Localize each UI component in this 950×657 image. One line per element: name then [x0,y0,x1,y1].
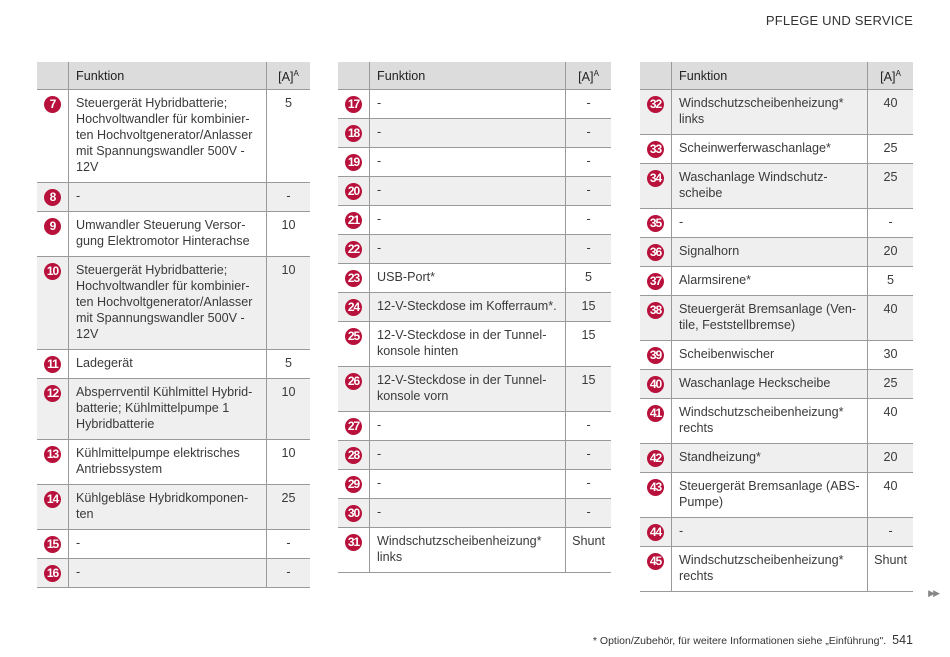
fuse-number-badge: 14 [44,491,61,508]
funktion-cell: 12-V-Steckdose im Kofferraum*. [370,293,566,322]
table-row [37,559,310,588]
ampere-cell: - [566,90,611,119]
fuse-number-badge: 33 [647,141,664,158]
page-number: 541 [892,633,913,647]
table-row [640,209,913,238]
fuse-number-badge: 35 [647,215,664,232]
funktion-cell: Windschutzscheibenheizung* rechts [672,547,868,592]
ampere-cell: 5 [566,264,611,293]
funktion-cell: - [370,148,566,177]
funktion-cell: Windschutzscheibenheizung* links [370,528,566,573]
ampere-cell: 40 [868,90,913,135]
header-funktion: Funktion [69,62,267,90]
table-row [640,473,913,518]
footer [593,633,913,647]
ampere-cell: - [566,235,611,264]
ampere-cell: 5 [267,90,311,183]
funktion-cell: - [370,235,566,264]
funktion-cell: - [69,183,267,212]
table-row [338,367,611,412]
table-row [338,528,611,573]
fuse-number-badge: 21 [345,212,362,229]
ampere-cell: 30 [868,341,913,370]
header-ampere [868,62,913,90]
fuse-number-badge: 13 [44,446,61,463]
ampere-cell: - [267,559,311,588]
table-row [37,257,310,350]
table-row [37,350,310,379]
funktion-cell: - [370,206,566,235]
table-row [37,90,310,183]
ampere-cell: 5 [868,267,913,296]
table-row [640,518,913,547]
ampere-cell: 25 [868,135,913,164]
fuse-number-badge: 32 [647,96,664,113]
ampere-cell: - [868,518,913,547]
funktion-cell: Steuergerät Bremsanlage (ABS-Pumpe) [672,473,868,518]
ampere-cell: 10 [267,379,311,440]
ampere-cell: 40 [868,473,913,518]
funktion-cell: Waschanlage Heckscheibe [672,370,868,399]
funktion-cell: - [370,470,566,499]
fuse-table-3 [640,62,913,592]
fuse-number-badge: 8 [44,189,61,206]
table-row [338,148,611,177]
fuse-number-badge: 9 [44,218,61,235]
table-row [338,264,611,293]
fuse-number-badge: 43 [647,479,664,496]
table-row [640,164,913,209]
funktion-cell: USB-Port* [370,264,566,293]
fuse-number-badge: 7 [44,96,61,113]
funktion-cell: Scheinwerferwaschanlage* [672,135,868,164]
header-ampere-sup: A [293,68,299,78]
ampere-cell: 15 [566,367,611,412]
ampere-cell: 40 [868,296,913,341]
funktion-cell: - [370,412,566,441]
table-row [338,177,611,206]
funktion-cell: Alarmsirene* [672,267,868,296]
funktion-cell: - [370,499,566,528]
table-row [338,441,611,470]
funktion-cell: Steuergerät Bremsanlage (Ven-tile, Feststellbremse) [672,296,868,341]
table-row [640,267,913,296]
fuse-number-badge: 29 [345,476,362,493]
header-ampere-sup: A [593,68,599,78]
table-row [338,412,611,441]
funktion-cell: - [370,90,566,119]
ampere-cell: 10 [267,257,311,350]
header-ampere-label: [A] [880,70,896,85]
table-row [640,238,913,267]
ampere-cell: 20 [868,238,913,267]
funktion-cell: Umwandler Steuerung Versor-gung Elektromotor Hinterachse [69,212,267,257]
ampere-cell: 25 [267,485,311,530]
table-header [37,62,310,90]
fuse-number-badge: 16 [44,565,61,582]
table-row [640,341,913,370]
fuse-number-badge: 45 [647,553,664,570]
fuse-number-badge: 10 [44,263,61,280]
funktion-cell: - [672,518,868,547]
fuse-table-1 [37,62,310,588]
funktion-cell: - [370,177,566,206]
funktion-cell: Standheizung* [672,444,868,473]
funktion-cell: Kühlgebläse Hybridkomponen-ten [69,485,267,530]
fuse-number-badge: 25 [345,328,362,345]
header-funktion: Funktion [370,62,566,90]
table-row [37,183,310,212]
fuse-number-badge: 28 [345,447,362,464]
ampere-cell: 10 [267,440,311,485]
ampere-cell: Shunt [868,547,913,592]
table-row [37,440,310,485]
fuse-number-badge: 15 [44,536,61,553]
header-number [37,62,69,90]
table-row [338,322,611,367]
fuse-number-badge: 24 [345,299,362,316]
funktion-cell: Signalhorn [672,238,868,267]
table-row [37,530,310,559]
ampere-cell: - [566,177,611,206]
funktion-cell: Steuergerät Hybridbatterie; Hochvoltwandler für kombinier-ten Hochvoltgenerator/Anlasser mit Spannungswandler 500V - 12V [69,90,267,183]
header-ampere [267,62,311,90]
table-header [338,62,611,90]
header-ampere-sup: A [895,68,901,78]
ampere-cell: - [566,119,611,148]
funktion-cell: 12-V-Steckdose in der Tunnel-konsole hinten [370,322,566,367]
fuse-table-2 [338,62,611,573]
fuse-number-badge: 11 [44,356,61,373]
ampere-cell: 25 [868,164,913,209]
table-row [640,370,913,399]
funktion-cell: - [370,119,566,148]
table-header [640,62,913,90]
fuse-number-badge: 40 [647,376,664,393]
fuse-number-badge: 17 [345,96,362,113]
fuse-number-badge: 39 [647,347,664,364]
table-row [338,235,611,264]
fuse-number-badge: 26 [345,373,362,390]
fuse-number-badge: 38 [647,302,664,319]
ampere-cell: 5 [267,350,311,379]
funktion-cell: - [672,209,868,238]
fuse-number-badge: 41 [647,405,664,422]
funktion-cell: Steuergerät Hybridbatterie; Hochvoltwandler für kombinier-ten Hochvoltgenerator/Anlasser mit Spannungswandler 500V - 12V [69,257,267,350]
ampere-cell: 20 [868,444,913,473]
fuse-number-badge: 18 [345,125,362,142]
table-row [338,206,611,235]
ampere-cell: - [566,206,611,235]
fuse-number-badge: 31 [345,534,362,551]
ampere-cell: - [267,183,311,212]
funktion-cell: Scheibenwischer [672,341,868,370]
funktion-cell: Absperrventil Kühlmittel Hybrid-batterie; Kühlmittelpumpe 1 Hybridbatterie [69,379,267,440]
ampere-cell: - [566,470,611,499]
fuse-number-badge: 23 [345,270,362,287]
fuse-number-badge: 22 [345,241,362,258]
fuse-number-badge: 42 [647,450,664,467]
ampere-cell: Shunt [566,528,611,573]
funktion-cell: Windschutzscheibenheizung* links [672,90,868,135]
table-row [640,444,913,473]
fuse-number-badge: 27 [345,418,362,435]
fuse-number-badge: 30 [345,505,362,522]
table-row [338,499,611,528]
header-number [338,62,370,90]
table-row [37,379,310,440]
table-row [640,296,913,341]
funktion-cell: - [370,441,566,470]
table-row [338,470,611,499]
continue-arrow-icon: ▶▶ [928,588,938,598]
ampere-cell: - [566,148,611,177]
fuse-number-badge: 37 [647,273,664,290]
funktion-cell: 12-V-Steckdose in der Tunnel-konsole vorn [370,367,566,412]
ampere-cell: 25 [868,370,913,399]
fuse-number-badge: 36 [647,244,664,261]
footnote: * Option/Zubehör, für weitere Informationen siehe „Einführung". [592,635,887,647]
fuse-number-badge: 12 [44,385,61,402]
table-row [640,399,913,444]
table-row [338,119,611,148]
fuse-number-badge: 34 [647,170,664,187]
funktion-cell: Ladegerät [69,350,267,379]
funktion-cell: - [69,559,267,588]
header-ampere-label: [A] [578,70,594,85]
funktion-cell: Kühlmittelpumpe elektrisches Antriebssystem [69,440,267,485]
funktion-cell: - [69,530,267,559]
table-row [338,90,611,119]
funktion-cell: Windschutzscheibenheizung* rechts [672,399,868,444]
ampere-cell: 40 [868,399,913,444]
ampere-cell: 15 [566,322,611,367]
fuse-number-badge: 44 [647,524,664,541]
fuse-number-badge: 19 [345,154,362,171]
table-row [640,90,913,135]
ampere-cell: - [566,499,611,528]
ampere-cell: - [868,209,913,238]
ampere-cell: 10 [267,212,311,257]
header-ampere [566,62,611,90]
table-row [338,293,611,322]
funktion-cell: Waschanlage Windschutz-scheibe [672,164,868,209]
table-row [37,485,310,530]
ampere-cell: 15 [566,293,611,322]
table-row [640,547,913,592]
ampere-cell: - [566,441,611,470]
table-row [37,212,310,257]
header-number [640,62,672,90]
fuse-number-badge: 20 [345,183,362,200]
table-row [640,135,913,164]
header-ampere-label: [A] [278,70,294,85]
ampere-cell: - [566,412,611,441]
ampere-cell: - [267,530,311,559]
section-title: PFLEGE UND SERVICE [765,13,913,28]
header-funktion: Funktion [672,62,868,90]
